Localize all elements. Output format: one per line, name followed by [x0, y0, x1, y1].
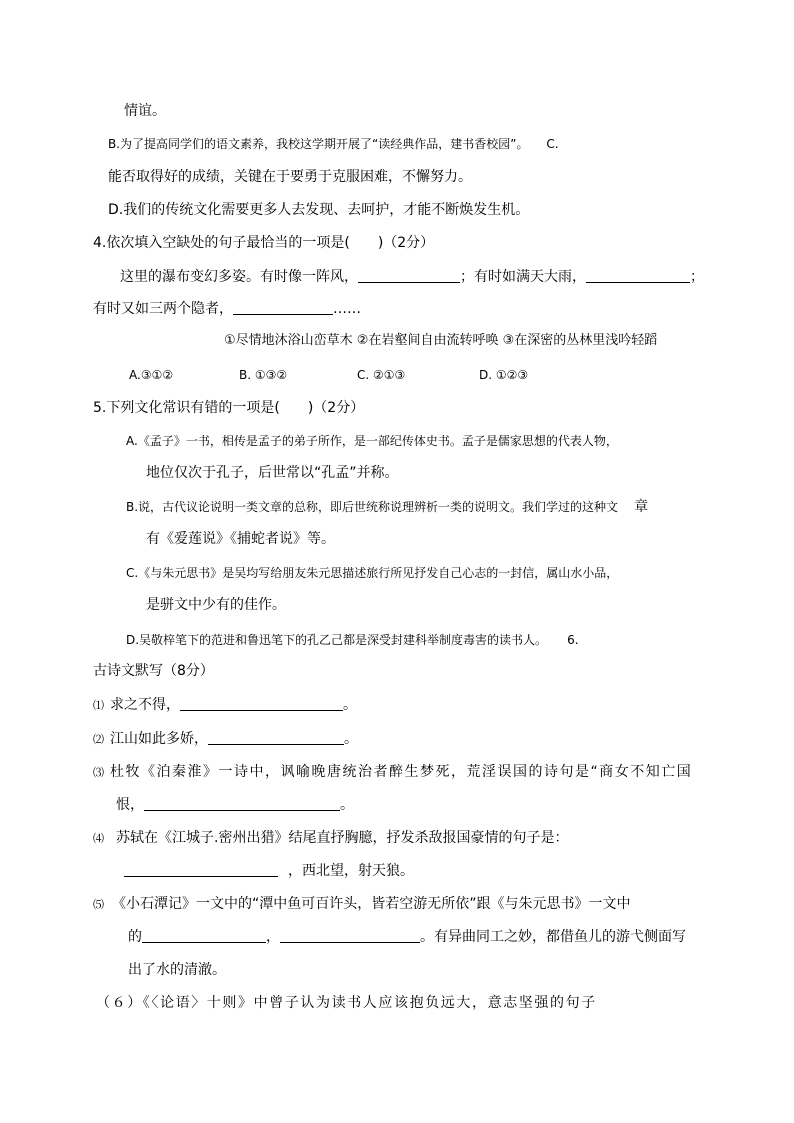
- q4-option-a[interactable]: A.③①②: [129, 368, 174, 382]
- q6-item-1-end: 。: [343, 697, 357, 713]
- q4-option-d[interactable]: D. ①②③: [479, 368, 529, 382]
- q6-item-2: [93, 730, 358, 749]
- q4-passage-p2: ；有时如满天大雨，: [460, 269, 586, 285]
- q4-option-c[interactable]: C. ②①③: [357, 368, 406, 382]
- q6-item-6: （６）《〈论语〉十则》中曾子认为读书人应该抱负远大，意志坚强的句子: [96, 995, 597, 1011]
- q5-option-c-line1: C.《与朱元思书》是吴均写给朋友朱元思描述旅行所见抒发自己心志的一封信，属山水小品，: [126, 566, 619, 580]
- q6-item-5-text: 《小石潭记》一文中的“潭中鱼可百许头，皆若空游无所依”跟《与朱元思书》一文中: [112, 896, 631, 912]
- q6-item-1-num: ⑴: [93, 699, 104, 712]
- q6-item-1-blank[interactable]: [180, 696, 343, 711]
- q6-item-3-num: ⑶: [93, 766, 104, 779]
- q4-passage-p3: ；: [690, 269, 704, 285]
- q6-item-4-num: ⑷: [93, 832, 104, 845]
- q6-item-5-text2: 的: [128, 929, 142, 945]
- q6-item-4-line2: [124, 862, 414, 880]
- q6-item-3-blank[interactable]: [144, 796, 340, 811]
- q4-passage-p5: ……: [333, 301, 361, 317]
- q6-item-3-text: 杜牧《泊秦淮》一诗中，讽喻晚唐统治者醉生梦死，荒淫误国的诗句是“商女不知亡国: [110, 764, 693, 780]
- q6-item-2-num: ⑵: [93, 733, 104, 746]
- q4-blank-2[interactable]: [586, 268, 690, 283]
- q5-option-b-line2: 有《爱莲说》《捕蛇者说》等。: [146, 531, 335, 547]
- q6-item-4-line1: [93, 829, 568, 848]
- q6-item-5-text3: 。有异曲同工之妙，都借鱼儿的游弋侧面写: [420, 929, 686, 945]
- q3-option-c-label: C.: [546, 137, 559, 151]
- q5-option-c-line2: 是骈文中少有的佳作。: [146, 597, 286, 613]
- q6-item-4-text: 苏轼在《江城子.密州出猎》结尾直抒胸臆，抒发杀敌报国豪情的句子是：: [116, 830, 569, 846]
- q6-item-5-num: ⑸: [93, 898, 104, 911]
- q5-option-a-line2: 地位仅次于孔子，后世常以“孔孟”并称。: [146, 465, 399, 481]
- q5-option-b-end: 章: [634, 499, 649, 515]
- q4-option-b[interactable]: B. ①③②: [239, 368, 288, 382]
- q6-item-2-text: 江山如此多娇，: [110, 731, 208, 747]
- q4-passage-line1: [120, 268, 704, 286]
- q5-stem: 5.下列文化常识有错的一项是( )（2分）: [93, 400, 365, 416]
- q6-number: 6.: [567, 633, 579, 647]
- q6-item-1: [93, 696, 357, 715]
- q4-stem: 4.依次填入空缺处的句子最恰当的一项是( )（2分）: [93, 235, 435, 251]
- q6-item-4-blank[interactable]: [124, 862, 278, 877]
- q5-option-b-line1: [126, 498, 648, 516]
- q6-item-1-text: 求之不得，: [110, 697, 180, 713]
- q3-option-b-text: B.为了提高同学们的语文素养，我校这学期开展了“读经典作品，建书香校园”。: [108, 137, 529, 151]
- q6-item-2-end: 。: [344, 731, 358, 747]
- q6-item-3-text2: 恨，: [116, 797, 144, 813]
- q6-item-3-line1: [93, 763, 692, 782]
- q5-option-d-text: D.吴敬梓笔下的范进和鲁迅笔下的孔乙己都是深受封建科举制度毒害的读书人。: [126, 633, 548, 647]
- q6-item-5-comma: ，: [266, 929, 280, 945]
- q5-option-b-text: B.说，古代议论说明一类文章的总称，即后世统称说理辨析一类的说明文。我们学过的这种文: [126, 500, 619, 514]
- q5-option-d: [126, 631, 579, 649]
- q6-title: 古诗文默写（8分）: [93, 663, 214, 679]
- q3-option-d: D.我们的传统文化需要更多人去发现、去呵护，才能不断焕发生机。: [108, 202, 530, 218]
- q6-item-2-blank[interactable]: [208, 730, 344, 745]
- q6-item-5-blank-1[interactable]: [142, 928, 266, 943]
- q6-item-5-blank-2[interactable]: [280, 928, 420, 943]
- q4-passage-line2: [93, 300, 361, 318]
- q6-item-5-line2: [128, 928, 686, 946]
- q4-choices: ①尽情地沐浴山峦草木 ②在岩壑间自由流转呼唤 ③在深密的丛林里浅吟轻蹈: [224, 333, 658, 348]
- q4-blank-3[interactable]: [233, 300, 333, 315]
- q6-item-3-end: 。: [340, 797, 354, 813]
- q6-item-5-line3: 出了水的清澈。: [128, 962, 226, 978]
- q4-blank-1[interactable]: [358, 268, 460, 283]
- q6-item-5-line1: [93, 895, 631, 914]
- q6-item-3-line2: [116, 796, 354, 814]
- q4-options: [129, 366, 528, 384]
- q5-option-a-line1: A.《孟子》一书，相传是孟子的弟子所作，是一部纪传体史书。孟子是儒家思想的代表人物，: [126, 434, 618, 448]
- q4-passage-p4: 有时又如三两个隐者，: [93, 301, 233, 317]
- q3-option-c: 能否取得好的成绩，关键在于要勇于克服困难，不懈努力。: [108, 169, 472, 185]
- q6-item-4-text2: ，西北望，射天狼。: [288, 863, 414, 879]
- q3-tail: 情谊。: [124, 103, 166, 119]
- q3-option-b: [108, 135, 559, 153]
- q4-passage-p1: 这里的瀑布变幻多姿。有时像一阵风，: [120, 269, 358, 285]
